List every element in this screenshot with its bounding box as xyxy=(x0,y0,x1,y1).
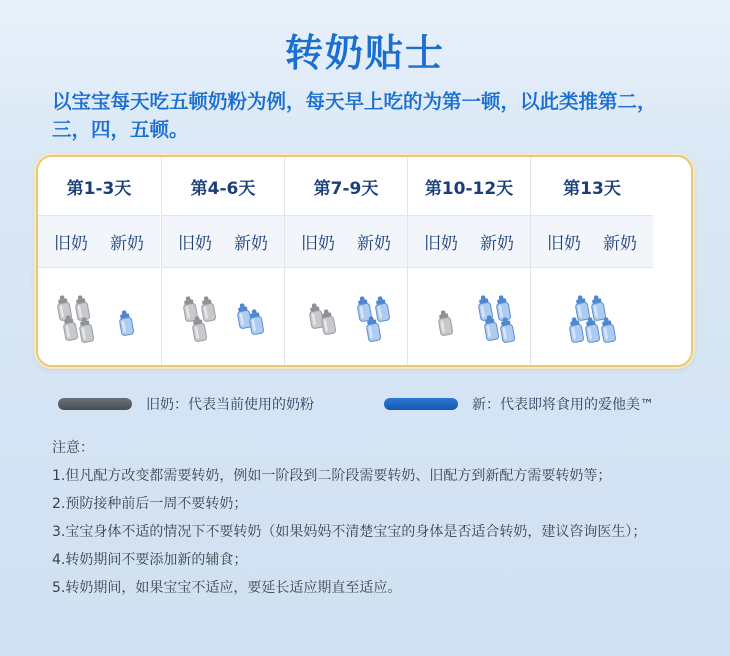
old-milk-bottle-icon xyxy=(77,317,95,347)
legend-old xyxy=(58,394,314,414)
note-item: 5.转奶期间，如果宝宝不适应，要延长适应期直至适应。 xyxy=(52,580,402,596)
column-header: 第4-6天 xyxy=(162,157,284,216)
new-milk-label: 新奶 xyxy=(480,234,514,254)
table-column xyxy=(284,157,407,365)
old-milk-label: 旧奶 xyxy=(178,234,212,254)
new-milk-label: 新奶 xyxy=(357,234,391,254)
old-milk-swatch xyxy=(58,398,132,410)
note-item: 2.预防接种前后一周不要转奶； xyxy=(52,496,248,512)
new-milk-bottle-icon xyxy=(599,317,617,347)
old-milk-label: 旧奶 xyxy=(547,234,581,254)
legend-old-text: 旧奶：代表当前使用的奶粉 xyxy=(146,397,314,413)
legend-new xyxy=(384,394,654,414)
note-item: 1.但凡配方改变都需要转奶，例如一阶段到二阶段需要转奶、旧配方到新配方需要转奶等； xyxy=(52,468,612,484)
bottle-cell xyxy=(162,268,284,367)
bottle-cell xyxy=(285,268,407,367)
milk-labels-row xyxy=(38,216,160,268)
new-milk-bottle-icon xyxy=(247,309,265,339)
new-milk-label: 新奶 xyxy=(603,234,637,254)
bottle-cell xyxy=(531,268,653,367)
column-header: 第10-12天 xyxy=(408,157,530,216)
column-header: 第13天 xyxy=(531,157,653,216)
bottle-cell xyxy=(408,268,530,367)
milk-labels-row xyxy=(531,216,653,268)
transition-table xyxy=(36,155,693,367)
new-milk-label: 新奶 xyxy=(110,234,144,254)
table-column xyxy=(407,157,530,365)
legend-new-text: 新：代表即将食用的爱他美™ xyxy=(472,397,654,413)
note-item: 4.转奶期间不要添加新的辅食； xyxy=(52,552,248,568)
new-milk-bottle-icon xyxy=(364,316,382,346)
notes-heading: 注意： xyxy=(52,440,94,456)
milk-labels-row xyxy=(162,216,284,268)
table-column xyxy=(530,157,653,365)
new-milk-swatch xyxy=(384,398,458,410)
column-header: 第7-9天 xyxy=(285,157,407,216)
page-title: 转奶贴士 xyxy=(284,31,445,75)
table-column xyxy=(161,157,284,365)
column-header: 第1-3天 xyxy=(38,157,160,216)
old-milk-bottle-icon xyxy=(190,316,208,346)
old-milk-bottle-icon xyxy=(319,309,337,339)
new-milk-bottle-icon xyxy=(117,310,135,340)
new-milk-label: 新奶 xyxy=(234,234,268,254)
old-milk-label: 旧奶 xyxy=(424,234,458,254)
old-milk-bottle-icon xyxy=(436,310,454,340)
old-milk-label: 旧奶 xyxy=(301,234,335,254)
notes-section xyxy=(52,434,682,602)
old-milk-label: 旧奶 xyxy=(54,234,88,254)
new-milk-bottle-icon xyxy=(498,317,516,347)
milk-labels-row xyxy=(408,216,530,268)
milk-labels-row xyxy=(285,216,407,268)
bottle-cell xyxy=(38,268,160,367)
note-item: 3.宝宝身体不适的情况下不要转奶（如果妈妈不清楚宝宝的身体是否适合转奶，建议咨询医生）； xyxy=(52,524,647,540)
table-column xyxy=(38,157,160,365)
intro-text: 以宝宝每天吃五顿奶粉为例，每天早上吃的为第一顿，以此类推第二，三，四，五顿。 xyxy=(52,90,657,141)
